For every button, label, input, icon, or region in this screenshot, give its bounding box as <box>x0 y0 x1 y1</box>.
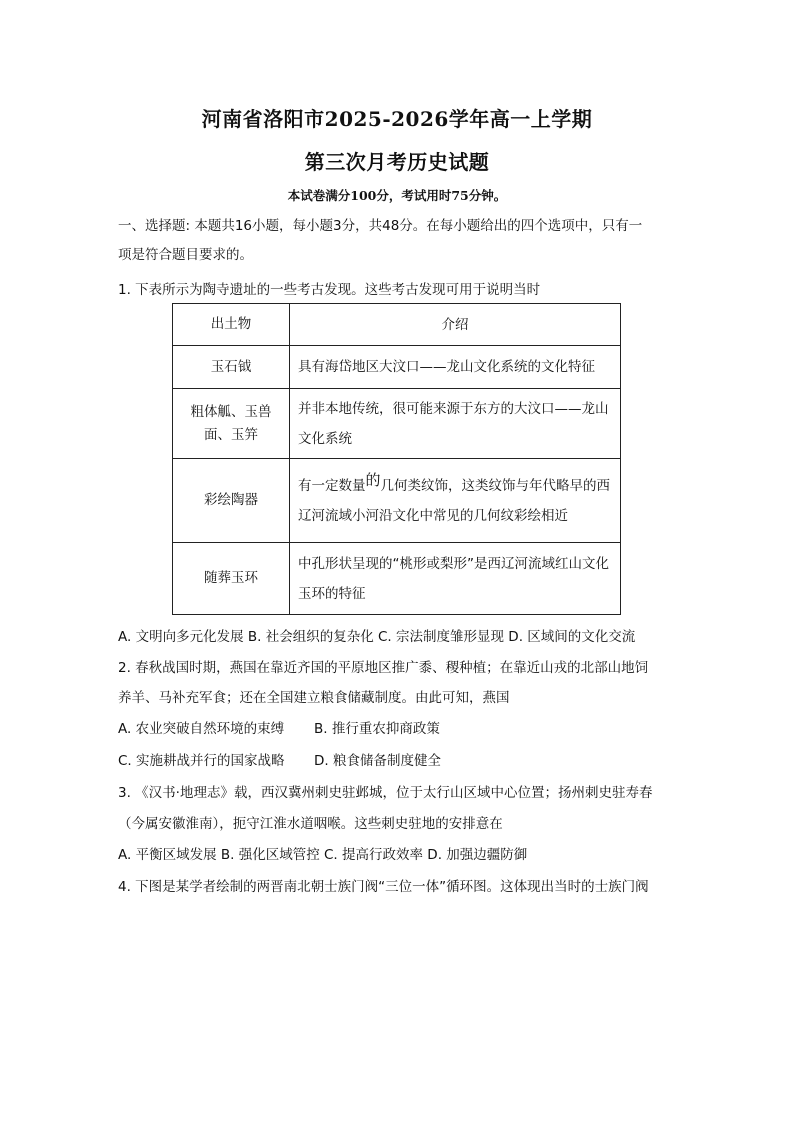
question-1-stem: 1. 下表所示为陶寺遗址的一些考古发现。这些考古发现可用于说明当时 <box>118 282 541 298</box>
desc-raised-char: 的 <box>365 471 381 489</box>
question-2-option-d: D. 粮食储备制度健全 <box>314 753 441 769</box>
item-line: 粗体觚、玉兽 <box>190 403 272 420</box>
desc-line: 具有海岱地区大汶口——龙山文化系统的文化特征 <box>298 359 595 375</box>
question-4-stem: 4. 下图是某学者绘制的两晋南北朝士族门阀“三位一体”循环图。这体现出当时的士族门阀 <box>118 879 649 895</box>
table-row <box>173 389 621 459</box>
question-3-options: A. 平衡区域发展 B. 强化区域管控 C. 提高行政效率 D. 加强边疆防御 <box>118 847 528 863</box>
exam-note: 本试卷满分100分，考试用时75分钟。 <box>287 188 507 203</box>
table-header-desc: 介绍 <box>290 304 621 346</box>
table-cell-desc <box>290 346 621 389</box>
table-row <box>173 459 621 543</box>
question-2-option-c: C. 实施耕战并行的国家战略 <box>118 753 285 769</box>
table-cell-desc <box>290 459 621 543</box>
exam-title-line1: 河南省洛阳市2025-2026学年高一上学期 <box>201 107 593 131</box>
desc-line: 辽河流域小河沿文化中常见的几何纹彩绘相近 <box>298 508 568 524</box>
question-1-options: A. 文明向多元化发展 B. 社会组织的复杂化 C. 宗法制度雏形显现 D. 区域间的文化交流 <box>118 629 636 645</box>
table-cell-item <box>173 389 290 459</box>
desc-line: 玉环的特征 <box>298 585 366 602</box>
table-cell-item: 彩绘陶器 <box>173 459 290 543</box>
section-instruction-line2: 项是符合题目要求的。 <box>118 247 253 263</box>
section-instruction-line1: 一、选择题: 本题共16小题，每小题3分，共48分。在每小题给出的四个选项中，只有一 <box>118 218 643 234</box>
table-cell-desc <box>290 389 621 459</box>
question-3-stem-line2: （今属安徽淮南），扼守江淮水道咽喉。这些刺史驻地的安排意在 <box>118 816 503 832</box>
table-row <box>173 543 621 615</box>
question-3-stem-line1: 3. 《汉书·地理志》载，西汉冀州刺史驻邺城，位于太行山区域中心位置；扬州刺史驻寿春 <box>118 785 653 801</box>
table-header-item: 出土物 <box>173 304 290 346</box>
question-2-option-a: A. 农业突破自然环境的束缚 <box>118 721 285 737</box>
question-2-option-b: B. 推行重农抑商政策 <box>314 721 440 737</box>
table-header-row <box>173 304 621 346</box>
question-2-stem-line2: 养羊、马补充军食；还在全国建立粮食储藏制度。由此可知，燕国 <box>118 690 510 706</box>
table-cell-desc <box>290 543 621 615</box>
question-2-stem-line1: 2. 春秋战国时期，燕国在靠近齐国的平原地区推广黍、稷种植；在靠近山戎的北部山地饲 <box>118 660 649 676</box>
item-line: 面、玉笄 <box>204 426 258 443</box>
desc-line: 文化系统 <box>298 430 352 447</box>
desc-text: 有一定数量 <box>298 478 366 494</box>
table-row <box>173 346 621 389</box>
table-cell-item: 玉石钺 <box>173 346 290 389</box>
desc-line: 并非本地传统，很可能来源于东方的大汶口——龙山 <box>298 400 609 417</box>
desc-text: 几何类纹饰，这类纹饰与年代略早的西 <box>380 478 611 494</box>
table-cell-item: 随葬玉环 <box>173 543 290 615</box>
desc-line: 中孔形状呈现的“桃形或梨形”是西辽河流域红山文化 <box>298 555 609 572</box>
exam-title-line2: 第三次月考历史试题 <box>304 150 490 174</box>
archaeology-table <box>172 303 621 615</box>
